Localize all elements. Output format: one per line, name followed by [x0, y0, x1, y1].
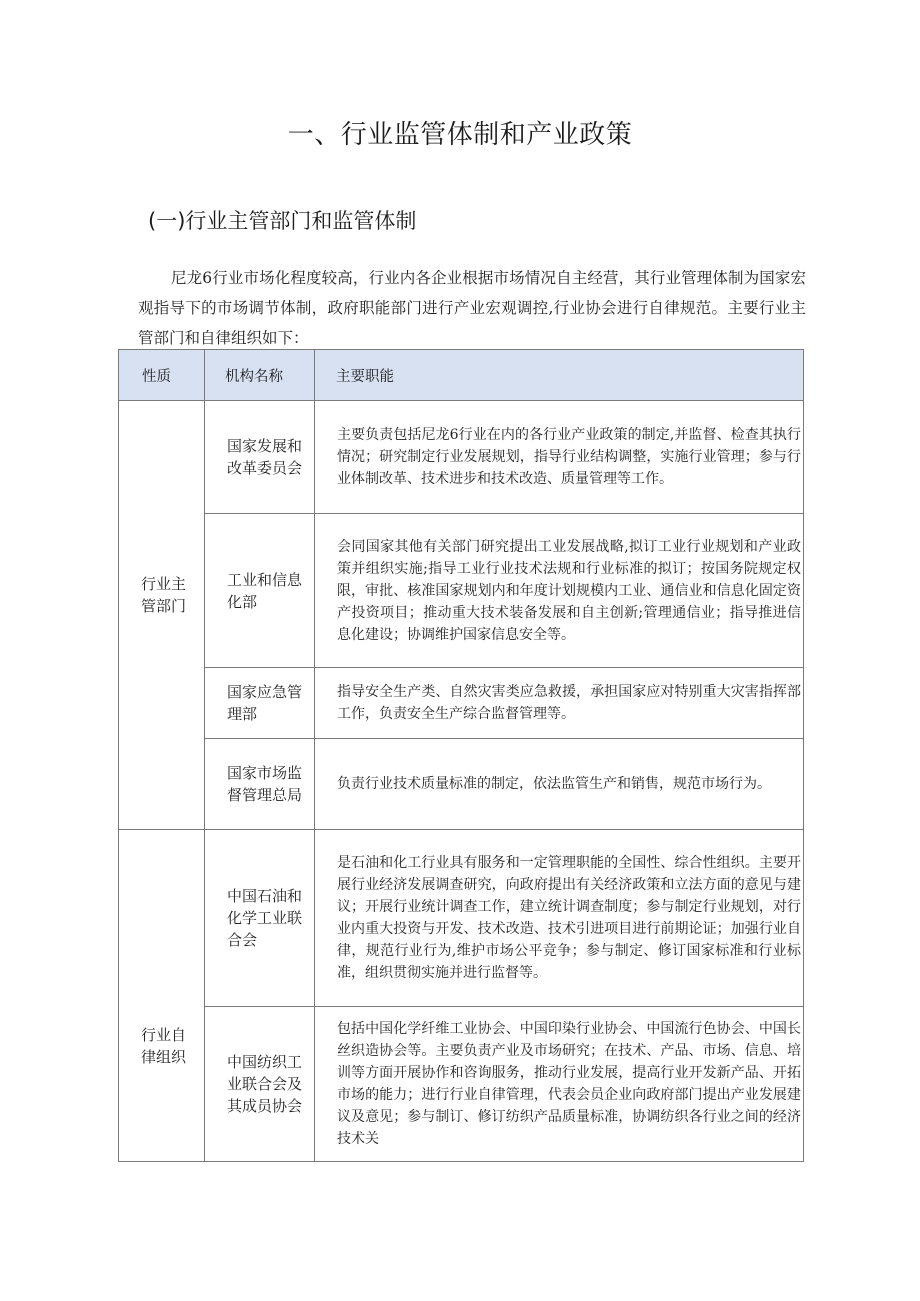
org-duty: 负责行业技术质量标准的制定，依法监管生产和销售，规范市场行为。: [315, 739, 804, 830]
section-heading: 一、行业监管体制和产业政策: [287, 120, 633, 150]
header-org-name: 机构名称: [205, 350, 315, 401]
table-row: [119, 401, 804, 514]
category-industry-authority: 行业主管部门: [119, 401, 205, 830]
table-row: [119, 739, 804, 830]
table-row: [119, 1007, 804, 1162]
org-name: 工业和信息化部: [205, 514, 315, 668]
regulatory-table: [118, 349, 804, 1162]
table-row: [119, 668, 804, 739]
org-name: 中国纺织工业联合会及其成员协会: [205, 1007, 315, 1162]
header-nature: 性质: [119, 350, 205, 401]
org-name: 国家应急管理部: [205, 668, 315, 739]
org-duty: 主要负责包括尼龙6行业在内的各行业产业政策的制定,并监督、检查其执行情况；研究制定行业发展规划，指导行业结构调整，实施行业管理；参与行业体制改革、技术进步和技术改造、质量管理等工作。: [315, 401, 804, 514]
table-header-row: [119, 350, 804, 401]
category-self-regulatory: 行业自律组织: [119, 830, 205, 1162]
org-duty: 指导安全生产类、自然灾害类应急救援，承担国家应对特别重大灾害指挥部工作，负责安全生产综合监督管理等。: [315, 668, 804, 739]
org-name: 国家市场监督管理总局: [205, 739, 315, 830]
header-main-duties: 主要职能: [315, 350, 804, 401]
org-duty: 是石油和化工行业具有服务和一定管理职能的全国性、综合性组织。主要开展行业经济发展调查研究，向政府提出有关经济政策和立法方面的意见与建议；开展行业统计调查工作，建立统计调查制度；参与制定行业规划，对行业内重大投资与开发、技术改造、技术引进项目进行前期论证；加强行业自律，规范行业行为,维护市场公平竞争；参与制定、修订国家标准和行业标准，组织贯彻实施并进行监督等。: [315, 830, 804, 1007]
org-name: 国家发展和改革委员会: [205, 401, 315, 514]
org-name: 中国石油和化学工业联合会: [205, 830, 315, 1007]
table-row: [119, 830, 804, 1007]
table-row: [119, 514, 804, 668]
intro-paragraph: 尼龙6行业市场化程度较高，行业内各企业根据市场情况自主经营，其行业管理体制为国家宏观指导下的市场调节体制，政府职能部门进行产业宏观调控,行业协会进行自律规范。主要行业主管部门和自律组织如下：: [138, 269, 806, 347]
org-duty: 会同国家其他有关部门研究提出工业发展战略,拟订工业行业规划和产业政策并组织实施;指导工业行业技术法规和行业标准的拟订；按国务院规定权限，审批、核准国家规划内和年度计划规模内工业、通信业和信息化固定资产投资项目；推动重大技术装备发展和自主创新;管理通信业；指导推进信息化建设；协调维护国家信息安全等。: [315, 514, 804, 668]
subsection-heading: (一)行业主管部门和监管体制: [148, 209, 417, 233]
org-duty: 包括中国化学纤维工业协会、中国印染行业协会、中国流行色协会、中国长丝织造协会等。主要负责产业及市场研究；在技术、产品、市场、信息、培训等方面开展协作和咨询服务，推动行业发展，提高行业开发新产品、开拓市场的能力；进行行业自律管理，代表会员企业向政府部门提出产业发展建议及意见；参与制订、修订纺织产品质量标准，协调纺织各行业之间的经济技术关: [315, 1007, 804, 1162]
